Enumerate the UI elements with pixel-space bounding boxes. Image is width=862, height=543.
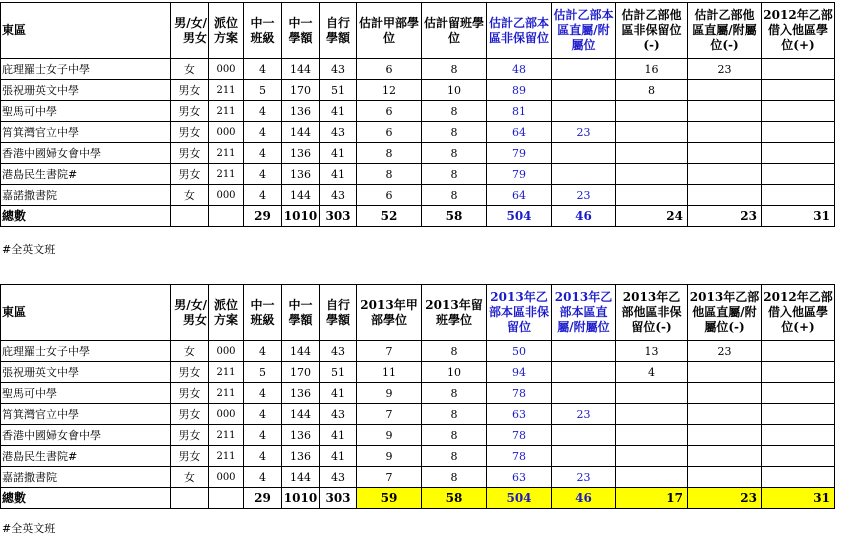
table-cell[interactable]: 9: [357, 446, 422, 467]
table-cell[interactable]: [616, 185, 688, 206]
table-cell[interactable]: 23: [552, 122, 616, 143]
table-cell[interactable]: [616, 164, 688, 185]
table-cell[interactable]: [762, 362, 835, 383]
table-cell[interactable]: 211: [209, 164, 244, 185]
table-cell[interactable]: 94: [487, 362, 552, 383]
column-header: 2013年甲部學位: [357, 285, 422, 341]
table-cell[interactable]: 男女: [171, 404, 209, 425]
school-name-cell[interactable]: 庇理羅士女子中學: [1, 341, 171, 362]
table-cell[interactable]: 7: [357, 404, 422, 425]
column-header: 2013年乙部他區直屬/附屬位(-): [688, 285, 762, 341]
table-cell[interactable]: 43: [320, 122, 357, 143]
school-name-cell[interactable]: 聖馬可中學: [1, 101, 171, 122]
total-cell[interactable]: [171, 488, 209, 509]
table-row: [1, 383, 835, 404]
column-header: 估計乙部他區非保留位(-): [616, 3, 688, 59]
footnote-english-class: #全英文班: [2, 243, 56, 256]
table-cell[interactable]: 4: [244, 446, 282, 467]
school-name-cell[interactable]: 嘉諾撒書院: [1, 467, 171, 488]
table-cell[interactable]: 13: [616, 341, 688, 362]
table-cell[interactable]: 78: [487, 383, 552, 404]
column-header: 男/女/男女: [171, 3, 209, 59]
table-cell[interactable]: [688, 383, 762, 404]
table-cell[interactable]: [688, 404, 762, 425]
table-cell[interactable]: 23: [688, 59, 762, 80]
total-cell[interactable]: 46: [552, 206, 616, 227]
table-cell[interactable]: 女: [171, 467, 209, 488]
table-cell[interactable]: [552, 341, 616, 362]
table-cell[interactable]: 男女: [171, 122, 209, 143]
table-cell[interactable]: 170: [282, 80, 320, 101]
table-cell[interactable]: 4: [244, 425, 282, 446]
school-name-cell[interactable]: 筲箕灣官立中學: [1, 404, 171, 425]
table-cell[interactable]: 23: [552, 185, 616, 206]
column-header: 派位方案: [209, 3, 244, 59]
table-cell[interactable]: 8: [422, 425, 487, 446]
table-cell[interactable]: 43: [320, 467, 357, 488]
total-cell[interactable]: [171, 206, 209, 227]
table-cell[interactable]: 4: [244, 467, 282, 488]
table-cell[interactable]: 211: [209, 101, 244, 122]
table-cell[interactable]: [616, 383, 688, 404]
table-cell[interactable]: 23: [552, 404, 616, 425]
table-cell[interactable]: 41: [320, 143, 357, 164]
table-cell[interactable]: [552, 164, 616, 185]
table-cell[interactable]: 8: [422, 341, 487, 362]
table-cell[interactable]: 7: [357, 467, 422, 488]
total-cell[interactable]: 58: [422, 206, 487, 227]
table-cell[interactable]: 4: [244, 404, 282, 425]
table-cell[interactable]: 144: [282, 467, 320, 488]
school-name-cell[interactable]: 庇理羅士女子中學: [1, 59, 171, 80]
table-cell[interactable]: 6: [357, 101, 422, 122]
table-cell[interactable]: 9: [357, 383, 422, 404]
table-cell[interactable]: 211: [209, 80, 244, 101]
table-cell[interactable]: [762, 404, 835, 425]
table-cell[interactable]: 81: [487, 101, 552, 122]
table-cell[interactable]: 5: [244, 80, 282, 101]
table-cell[interactable]: 16: [616, 59, 688, 80]
allocation-table-estimate: [0, 2, 835, 227]
table-row: [1, 101, 835, 122]
total-cell[interactable]: 303: [320, 206, 357, 227]
table-cell[interactable]: 43: [320, 185, 357, 206]
table-cell[interactable]: [762, 143, 835, 164]
table-cell[interactable]: 41: [320, 101, 357, 122]
table-row: [1, 341, 835, 362]
table-cell[interactable]: [688, 122, 762, 143]
table-cell[interactable]: [688, 446, 762, 467]
table-cell[interactable]: [688, 101, 762, 122]
table-cell[interactable]: 6: [357, 122, 422, 143]
table-cell[interactable]: 6: [357, 185, 422, 206]
column-header: 中一班級: [244, 3, 282, 59]
total-row: [1, 206, 835, 227]
table-cell[interactable]: [688, 143, 762, 164]
table-cell[interactable]: 136: [282, 425, 320, 446]
table-cell[interactable]: 4: [244, 341, 282, 362]
column-header: 2013年乙部本區直屬/附屬位: [552, 285, 616, 341]
total-cell[interactable]: 29: [244, 488, 282, 509]
total-cell[interactable]: 58: [422, 488, 487, 509]
total-cell[interactable]: [209, 488, 244, 509]
table-cell[interactable]: 63: [487, 467, 552, 488]
table-cell[interactable]: 8: [422, 446, 487, 467]
table-cell[interactable]: 144: [282, 404, 320, 425]
table-cell[interactable]: 144: [282, 122, 320, 143]
table-cell[interactable]: [688, 80, 762, 101]
table-cell[interactable]: 211: [209, 362, 244, 383]
table-cell[interactable]: 64: [487, 185, 552, 206]
table-cell[interactable]: 8: [357, 164, 422, 185]
table-cell[interactable]: 41: [320, 446, 357, 467]
table-cell[interactable]: 144: [282, 185, 320, 206]
table-cell[interactable]: [762, 101, 835, 122]
school-name-cell[interactable]: 香港中國婦女會中學: [1, 425, 171, 446]
column-header: 中一班級: [244, 285, 282, 341]
column-header: 估計乙部本區直屬/附屬位: [552, 3, 616, 59]
table-cell[interactable]: 4: [616, 362, 688, 383]
table-cell[interactable]: [616, 446, 688, 467]
table-cell[interactable]: 144: [282, 59, 320, 80]
table-cell[interactable]: [616, 425, 688, 446]
table-cell[interactable]: 8: [422, 101, 487, 122]
column-header: 男/女/男女: [171, 285, 209, 341]
table-cell[interactable]: 4: [244, 101, 282, 122]
table-cell[interactable]: 211: [209, 383, 244, 404]
table-cell[interactable]: [762, 467, 835, 488]
table-cell[interactable]: [552, 59, 616, 80]
table-cell[interactable]: 8: [422, 59, 487, 80]
column-header: 中一學額: [282, 3, 320, 59]
column-header: 自行學額: [320, 285, 357, 341]
table-cell[interactable]: 8: [616, 80, 688, 101]
table-cell[interactable]: 男女: [171, 80, 209, 101]
table-cell[interactable]: 男女: [171, 143, 209, 164]
table-cell[interactable]: [552, 101, 616, 122]
table-cell[interactable]: 9: [357, 425, 422, 446]
column-header: 派位方案: [209, 285, 244, 341]
table-cell[interactable]: [688, 164, 762, 185]
table-cell[interactable]: 11: [357, 362, 422, 383]
table-cell[interactable]: [552, 383, 616, 404]
table-cell[interactable]: [552, 143, 616, 164]
table-cell[interactable]: 144: [282, 341, 320, 362]
table-cell[interactable]: [616, 101, 688, 122]
table-cell[interactable]: 43: [320, 59, 357, 80]
table-row: [1, 446, 835, 467]
school-name-cell[interactable]: 張祝珊英文中學: [1, 80, 171, 101]
table-cell[interactable]: 64: [487, 122, 552, 143]
table-cell[interactable]: 43: [320, 341, 357, 362]
table-cell[interactable]: 男女: [171, 425, 209, 446]
table-cell[interactable]: [762, 425, 835, 446]
school-name-cell[interactable]: 筲箕灣官立中學: [1, 122, 171, 143]
table-cell[interactable]: 8: [422, 467, 487, 488]
table-cell[interactable]: 女: [171, 341, 209, 362]
table-cell[interactable]: 男女: [171, 164, 209, 185]
total-cell[interactable]: 504: [487, 488, 552, 509]
table-cell[interactable]: 男女: [171, 362, 209, 383]
table-cell[interactable]: [762, 341, 835, 362]
column-header: 估計甲部學位: [357, 3, 422, 59]
table-row: [1, 59, 835, 80]
table-cell[interactable]: 000: [209, 341, 244, 362]
column-header: 2012年乙部借入他區學位(+): [762, 3, 835, 59]
footnote-english-class: #全英文班: [2, 522, 56, 535]
table-cell[interactable]: 89: [487, 80, 552, 101]
table-cell[interactable]: 136: [282, 101, 320, 122]
table-cell[interactable]: [616, 404, 688, 425]
table-cell[interactable]: 6: [357, 59, 422, 80]
total-cell[interactable]: 59: [357, 488, 422, 509]
table-cell[interactable]: 4: [244, 185, 282, 206]
table-cell[interactable]: 136: [282, 143, 320, 164]
table-cell[interactable]: 211: [209, 446, 244, 467]
table-cell[interactable]: 12: [357, 80, 422, 101]
table-cell[interactable]: 41: [320, 383, 357, 404]
table-cell[interactable]: [762, 185, 835, 206]
column-header: 估計乙部本區非保留位: [487, 3, 552, 59]
table-cell[interactable]: 4: [244, 122, 282, 143]
table-cell[interactable]: 8: [422, 164, 487, 185]
table-cell[interactable]: 48: [487, 59, 552, 80]
table-cell[interactable]: 8: [422, 122, 487, 143]
total-cell[interactable]: 23: [688, 488, 762, 509]
table-cell[interactable]: 211: [209, 143, 244, 164]
table-cell[interactable]: 79: [487, 164, 552, 185]
table-cell[interactable]: 78: [487, 446, 552, 467]
table-cell[interactable]: 79: [487, 143, 552, 164]
table-cell[interactable]: [762, 383, 835, 404]
table-cell[interactable]: 8: [422, 185, 487, 206]
total-cell[interactable]: 46: [552, 488, 616, 509]
table-cell[interactable]: 51: [320, 362, 357, 383]
table-cell[interactable]: 136: [282, 446, 320, 467]
column-header: 2013年留班學位: [422, 285, 487, 341]
total-cell[interactable]: 29: [244, 206, 282, 227]
table-cell[interactable]: 10: [422, 362, 487, 383]
table-cell[interactable]: 41: [320, 425, 357, 446]
table-cell[interactable]: [762, 59, 835, 80]
table-cell[interactable]: 136: [282, 164, 320, 185]
table-cell[interactable]: [688, 467, 762, 488]
table-cell[interactable]: 43: [320, 404, 357, 425]
column-header: 2012年乙部借入他區學位(+): [762, 285, 835, 341]
total-cell[interactable]: [209, 206, 244, 227]
column-header: 2013年乙部本區非保留位: [487, 285, 552, 341]
total-cell[interactable]: 31: [762, 488, 835, 509]
table-cell[interactable]: 23: [688, 341, 762, 362]
table-row: [1, 185, 835, 206]
school-name-cell[interactable]: 嘉諾撒書院: [1, 185, 171, 206]
table-cell[interactable]: 4: [244, 164, 282, 185]
total-cell[interactable]: 17: [616, 488, 688, 509]
table-cell[interactable]: [762, 122, 835, 143]
table-cell[interactable]: 5: [244, 362, 282, 383]
table-cell[interactable]: [552, 80, 616, 101]
column-header: 自行學額: [320, 3, 357, 59]
table-row: [1, 425, 835, 446]
table-cell[interactable]: 000: [209, 404, 244, 425]
table-cell[interactable]: 4: [244, 59, 282, 80]
table-cell[interactable]: [762, 446, 835, 467]
school-name-cell[interactable]: 港島民生書院#: [1, 446, 171, 467]
allocation-table-2013: [0, 284, 835, 509]
table-cell[interactable]: 女: [171, 185, 209, 206]
column-header: 估計留班學位: [422, 3, 487, 59]
table-cell[interactable]: 8: [422, 143, 487, 164]
school-name-cell[interactable]: 港島民生書院#: [1, 164, 171, 185]
table-cell[interactable]: [616, 467, 688, 488]
table-row: [1, 143, 835, 164]
total-cell[interactable]: 52: [357, 206, 422, 227]
total-cell[interactable]: 504: [487, 206, 552, 227]
table-cell[interactable]: 4: [244, 143, 282, 164]
table-cell[interactable]: 000: [209, 467, 244, 488]
table-cell[interactable]: 男女: [171, 101, 209, 122]
table-cell[interactable]: 8: [422, 383, 487, 404]
table-cell[interactable]: [552, 425, 616, 446]
table-cell[interactable]: [552, 362, 616, 383]
column-header: 2013年乙部他區非保留位(-): [616, 285, 688, 341]
table-cell[interactable]: 000: [209, 185, 244, 206]
table-cell[interactable]: [688, 425, 762, 446]
table-cell[interactable]: 男女: [171, 383, 209, 404]
total-cell[interactable]: 303: [320, 488, 357, 509]
table-cell[interactable]: 23: [552, 467, 616, 488]
column-header: 估計乙部他區直屬/附屬位(-): [688, 3, 762, 59]
total-cell[interactable]: 1010: [282, 488, 320, 509]
table-row: [1, 404, 835, 425]
total-cell[interactable]: 24: [616, 206, 688, 227]
table-cell[interactable]: 41: [320, 164, 357, 185]
table-cell[interactable]: 000: [209, 59, 244, 80]
table-cell[interactable]: 78: [487, 425, 552, 446]
table-row: [1, 80, 835, 101]
table-cell[interactable]: [616, 143, 688, 164]
total-cell[interactable]: 23: [688, 206, 762, 227]
column-header: 中一學額: [282, 285, 320, 341]
total-label[interactable]: 總數: [1, 206, 171, 227]
table-cell[interactable]: 50: [487, 341, 552, 362]
table-cell[interactable]: 4: [244, 383, 282, 404]
table-row: [1, 122, 835, 143]
table-row: [1, 164, 835, 185]
table-cell[interactable]: 51: [320, 80, 357, 101]
table-cell[interactable]: 男女: [171, 446, 209, 467]
school-name-cell[interactable]: 張祝珊英文中學: [1, 362, 171, 383]
table-cell[interactable]: 136: [282, 383, 320, 404]
school-name-cell[interactable]: 香港中國婦女會中學: [1, 143, 171, 164]
table-cell[interactable]: [688, 362, 762, 383]
table-cell[interactable]: 000: [209, 122, 244, 143]
table-cell[interactable]: 8: [357, 143, 422, 164]
table-cell[interactable]: 170: [282, 362, 320, 383]
table-cell[interactable]: [616, 122, 688, 143]
total-label[interactable]: 總數: [1, 488, 171, 509]
table-cell[interactable]: [688, 185, 762, 206]
total-cell[interactable]: 31: [762, 206, 835, 227]
column-header: 東區: [1, 3, 171, 59]
table-cell[interactable]: 63: [487, 404, 552, 425]
table-cell[interactable]: 211: [209, 425, 244, 446]
table-cell[interactable]: [762, 164, 835, 185]
total-cell[interactable]: 1010: [282, 206, 320, 227]
table-cell[interactable]: [552, 446, 616, 467]
school-name-cell[interactable]: 聖馬可中學: [1, 383, 171, 404]
table-cell[interactable]: 10: [422, 80, 487, 101]
table-row: [1, 362, 835, 383]
table-row: [1, 467, 835, 488]
table-cell[interactable]: 8: [422, 404, 487, 425]
total-row: [1, 488, 835, 509]
table-cell[interactable]: [762, 80, 835, 101]
column-header: 東區: [1, 285, 171, 341]
table-cell[interactable]: 女: [171, 59, 209, 80]
table-cell[interactable]: 7: [357, 341, 422, 362]
